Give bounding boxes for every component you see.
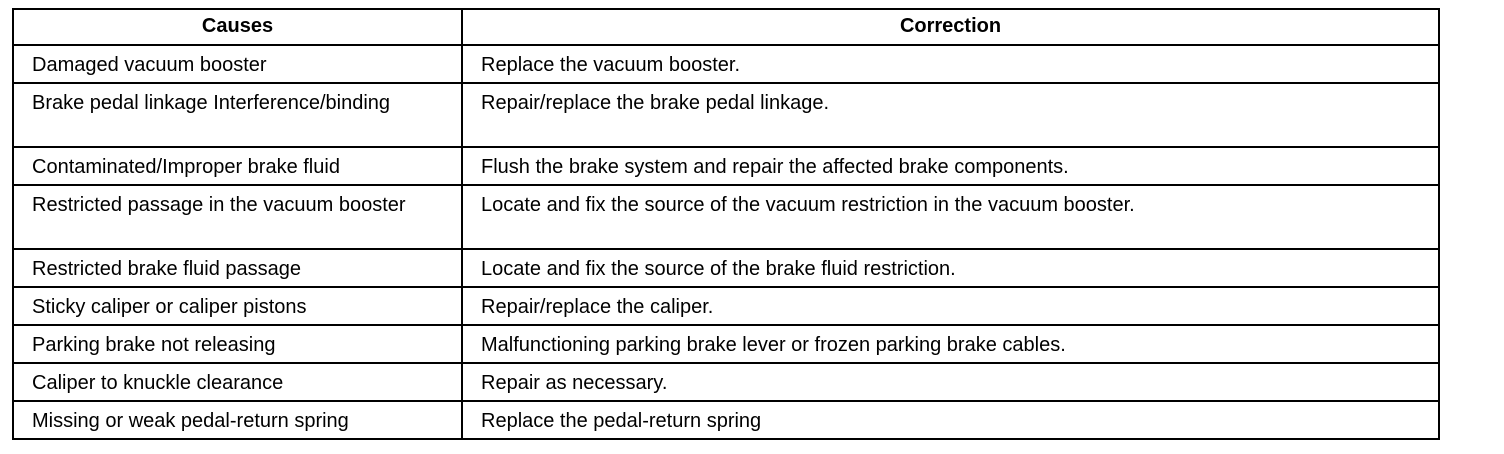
correction-cell: Malfunctioning parking brake lever or frozen parking brake cables. <box>462 325 1439 363</box>
correction-cell: Repair as necessary. <box>462 363 1439 401</box>
table-row <box>13 325 1439 363</box>
table-row <box>13 185 1439 249</box>
table-row <box>13 363 1439 401</box>
cause-cell: Damaged vacuum booster <box>13 45 462 83</box>
correction-cell: Replace the pedal-return spring <box>462 401 1439 439</box>
correction-cell: Repair/replace the caliper. <box>462 287 1439 325</box>
correction-cell: Flush the brake system and repair the affected brake components. <box>462 147 1439 185</box>
cause-cell: Caliper to knuckle clearance <box>13 363 462 401</box>
table-row <box>13 83 1439 147</box>
correction-cell: Locate and fix the source of the brake fluid restriction. <box>462 249 1439 287</box>
causes-correction-table <box>12 8 1440 440</box>
cause-cell: Missing or weak pedal-return spring <box>13 401 462 439</box>
cause-cell: Restricted brake fluid passage <box>13 249 462 287</box>
table-row <box>13 249 1439 287</box>
causes-correction-table-container <box>12 8 1438 440</box>
correction-cell: Locate and fix the source of the vacuum restriction in the vacuum booster. <box>462 185 1439 249</box>
table-row <box>13 287 1439 325</box>
cause-cell: Brake pedal linkage Interference/binding <box>13 83 462 147</box>
cause-cell: Parking brake not releasing <box>13 325 462 363</box>
correction-cell: Repair/replace the brake pedal linkage. <box>462 83 1439 147</box>
cause-cell: Contaminated/Improper brake fluid <box>13 147 462 185</box>
table-row <box>13 147 1439 185</box>
table-header-row <box>13 9 1439 45</box>
table-row <box>13 401 1439 439</box>
cause-cell: Restricted passage in the vacuum booster <box>13 185 462 249</box>
cause-cell: Sticky caliper or caliper pistons <box>13 287 462 325</box>
correction-column-header: Correction <box>462 9 1439 45</box>
table-row <box>13 45 1439 83</box>
correction-cell: Replace the vacuum booster. <box>462 45 1439 83</box>
causes-column-header: Causes <box>13 9 462 45</box>
